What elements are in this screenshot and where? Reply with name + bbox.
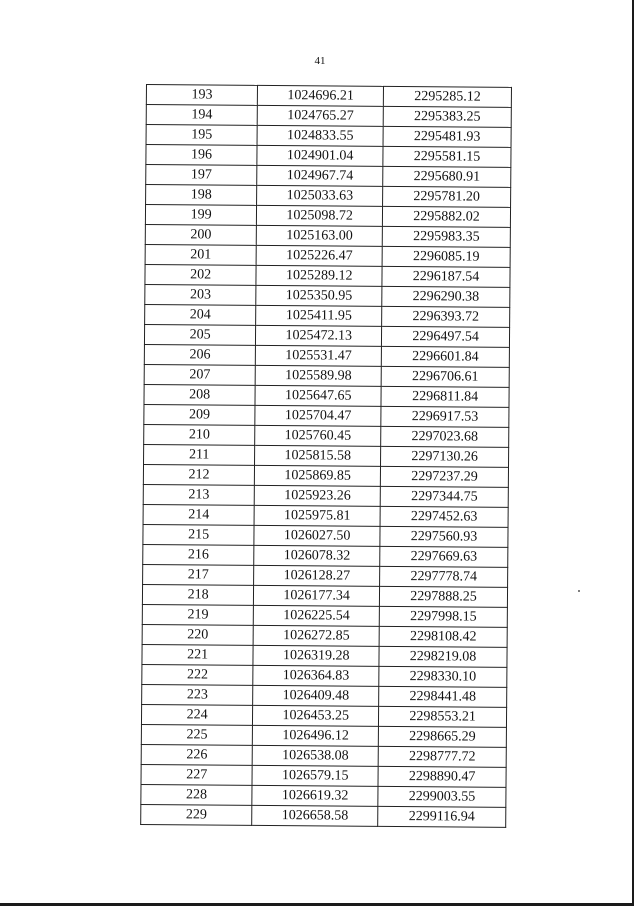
x-coordinate-cell: 1025531.47	[256, 345, 382, 366]
x-coordinate-cell: 1026128.27	[254, 565, 380, 586]
x-coordinate-cell: 1025975.81	[254, 505, 380, 526]
coordinate-table	[140, 84, 512, 828]
point-number-cell: 224	[141, 704, 252, 725]
table-row	[142, 624, 507, 647]
point-number-cell: 204	[145, 304, 256, 325]
y-coordinate-cell: 2296601.84	[381, 346, 509, 367]
point-number-cell: 220	[142, 624, 253, 645]
point-number-cell: 223	[142, 684, 253, 705]
point-number-cell: 196	[146, 145, 257, 166]
x-coordinate-cell: 1026078.32	[254, 545, 380, 566]
table-row	[145, 284, 510, 307]
point-number-cell: 226	[141, 744, 252, 765]
x-coordinate-cell: 1026272.85	[253, 625, 379, 646]
y-coordinate-cell: 2296811.84	[381, 386, 509, 407]
x-coordinate-cell: 1026409.48	[253, 685, 379, 706]
scan-speck	[578, 590, 580, 592]
x-coordinate-cell: 1025411.95	[256, 305, 382, 326]
point-number-cell: 207	[144, 364, 255, 385]
y-coordinate-cell: 2296290.38	[382, 286, 510, 307]
point-number-cell: 205	[144, 324, 255, 345]
y-coordinate-cell: 2295285.12	[383, 86, 511, 107]
table-row	[146, 165, 511, 188]
y-coordinate-cell: 2297237.29	[381, 466, 509, 487]
table-row	[144, 364, 509, 387]
y-coordinate-cell: 2296706.61	[381, 366, 509, 387]
x-coordinate-cell: 1026496.12	[253, 725, 379, 746]
table-row	[144, 324, 509, 347]
y-coordinate-cell: 2295680.91	[383, 166, 511, 187]
x-coordinate-cell: 1025226.47	[256, 245, 382, 266]
table-row	[141, 724, 506, 747]
x-coordinate-cell: 1025350.95	[256, 285, 382, 306]
y-coordinate-cell: 2299003.55	[378, 786, 506, 807]
x-coordinate-cell: 1025815.58	[255, 445, 381, 466]
table-row	[141, 784, 506, 807]
table-row	[143, 484, 508, 507]
table-row	[142, 604, 507, 627]
x-coordinate-cell: 1024967.74	[257, 165, 383, 186]
x-coordinate-cell: 1025869.85	[255, 465, 381, 486]
x-coordinate-cell: 1025704.47	[255, 405, 381, 426]
table-row	[146, 85, 511, 108]
point-number-cell: 225	[141, 724, 252, 745]
table-row	[146, 125, 511, 148]
x-coordinate-cell: 1025163.00	[257, 225, 383, 246]
point-number-cell: 194	[146, 105, 257, 126]
point-number-cell: 199	[145, 205, 256, 226]
point-number-cell: 193	[146, 85, 257, 106]
x-coordinate-cell: 1025472.13	[256, 325, 382, 346]
point-number-cell: 209	[144, 404, 255, 425]
point-number-cell: 208	[144, 384, 255, 405]
x-coordinate-cell: 1026225.54	[254, 605, 380, 626]
y-coordinate-cell: 2295481.93	[383, 126, 511, 147]
y-coordinate-cell: 2295781.20	[383, 186, 511, 207]
y-coordinate-cell: 2295581.15	[383, 146, 511, 167]
y-coordinate-cell: 2298665.29	[378, 726, 506, 747]
y-coordinate-cell: 2297452.63	[380, 506, 508, 527]
table-row	[144, 404, 509, 427]
point-number-cell: 221	[142, 644, 253, 665]
y-coordinate-cell: 2298219.08	[379, 646, 507, 667]
y-coordinate-cell: 2298553.21	[379, 706, 507, 727]
table-row	[142, 684, 507, 707]
table-row	[143, 544, 508, 567]
coordinate-table-body	[141, 85, 512, 828]
point-number-cell: 206	[144, 344, 255, 365]
table-row	[144, 384, 509, 407]
table-row	[142, 584, 507, 607]
point-number-cell: 211	[144, 444, 255, 465]
point-number-cell: 229	[141, 804, 252, 825]
table-row	[146, 145, 511, 168]
point-number-cell: 215	[143, 524, 254, 545]
point-number-cell: 216	[143, 544, 254, 565]
table-row	[141, 804, 506, 827]
point-number-cell: 219	[142, 604, 253, 625]
x-coordinate-cell: 1024833.55	[257, 125, 383, 146]
table-row	[145, 224, 510, 247]
point-number-cell: 202	[145, 264, 256, 285]
table-row	[146, 185, 511, 208]
y-coordinate-cell: 2296917.53	[381, 406, 509, 427]
table-row	[143, 504, 508, 527]
point-number-cell: 212	[143, 464, 254, 485]
y-coordinate-cell: 2295383.25	[383, 106, 511, 127]
x-coordinate-cell: 1026027.50	[254, 525, 380, 546]
y-coordinate-cell: 2297560.93	[380, 526, 508, 547]
point-number-cell: 217	[143, 564, 254, 585]
y-coordinate-cell: 2297888.25	[380, 586, 508, 607]
point-number-cell: 228	[141, 784, 252, 805]
x-coordinate-cell: 1024901.04	[257, 145, 383, 166]
x-coordinate-cell: 1024696.21	[258, 85, 384, 106]
point-number-cell: 222	[142, 664, 253, 685]
table-row	[144, 444, 509, 467]
y-coordinate-cell: 2296497.54	[382, 326, 510, 347]
table-row	[143, 464, 508, 487]
table-row	[142, 664, 507, 687]
table-row	[146, 105, 511, 128]
point-number-cell: 210	[144, 424, 255, 445]
y-coordinate-cell: 2296187.54	[382, 266, 510, 287]
point-number-cell: 200	[145, 224, 256, 245]
y-coordinate-cell: 2298890.47	[378, 766, 506, 787]
x-coordinate-cell: 1025589.98	[255, 365, 381, 386]
point-number-cell: 213	[143, 484, 254, 505]
point-number-cell: 227	[141, 764, 252, 785]
x-coordinate-cell: 1026619.32	[252, 785, 378, 806]
x-coordinate-cell: 1026177.34	[254, 585, 380, 606]
y-coordinate-cell: 2297778.74	[380, 566, 508, 587]
table-row	[143, 564, 508, 587]
y-coordinate-cell: 2297998.15	[379, 606, 507, 627]
x-coordinate-cell: 1026364.83	[253, 665, 379, 686]
table-row	[141, 764, 506, 787]
y-coordinate-cell: 2296085.19	[382, 246, 510, 267]
x-coordinate-cell: 1026538.08	[252, 745, 378, 766]
table-row	[141, 744, 506, 767]
y-coordinate-cell: 2299116.94	[378, 806, 506, 827]
x-coordinate-cell: 1026319.28	[253, 645, 379, 666]
y-coordinate-cell: 2297344.75	[380, 486, 508, 507]
point-number-cell: 197	[146, 165, 257, 186]
y-coordinate-cell: 2297023.68	[381, 426, 509, 447]
y-coordinate-cell: 2295882.02	[383, 206, 511, 227]
point-number-cell: 218	[142, 584, 253, 605]
y-coordinate-cell: 2298441.48	[379, 686, 507, 707]
x-coordinate-cell: 1025647.65	[255, 385, 381, 406]
y-coordinate-cell: 2298330.10	[379, 666, 507, 687]
y-coordinate-cell: 2297130.26	[381, 446, 509, 467]
table-row	[145, 244, 510, 267]
point-number-cell: 214	[143, 504, 254, 525]
table-row	[143, 524, 508, 547]
table-row	[145, 264, 510, 287]
table-row	[144, 344, 509, 367]
x-coordinate-cell: 1025033.63	[257, 185, 383, 206]
table-row	[142, 644, 507, 667]
x-coordinate-cell: 1025098.72	[257, 205, 383, 226]
x-coordinate-cell: 1024765.27	[257, 105, 383, 126]
y-coordinate-cell: 2296393.72	[382, 306, 510, 327]
point-number-cell: 198	[146, 185, 257, 206]
point-number-cell: 195	[146, 125, 257, 146]
point-number-cell: 203	[145, 284, 256, 305]
y-coordinate-cell: 2298777.72	[378, 746, 506, 767]
page-number: 41	[314, 55, 326, 67]
point-number-cell: 201	[145, 244, 256, 265]
x-coordinate-cell: 1026453.25	[253, 705, 379, 726]
x-coordinate-cell: 1025289.12	[256, 265, 382, 286]
table-row	[145, 304, 510, 327]
y-coordinate-cell: 2298108.42	[379, 626, 507, 647]
table-row	[144, 424, 509, 447]
x-coordinate-cell: 1026579.15	[252, 765, 378, 786]
y-coordinate-cell: 2297669.63	[380, 546, 508, 567]
x-coordinate-cell: 1026658.58	[252, 805, 378, 826]
x-coordinate-cell: 1025923.26	[254, 485, 380, 506]
y-coordinate-cell: 2295983.35	[382, 226, 510, 247]
table-row	[141, 704, 506, 727]
table-row	[145, 205, 510, 228]
x-coordinate-cell: 1025760.45	[255, 425, 381, 446]
